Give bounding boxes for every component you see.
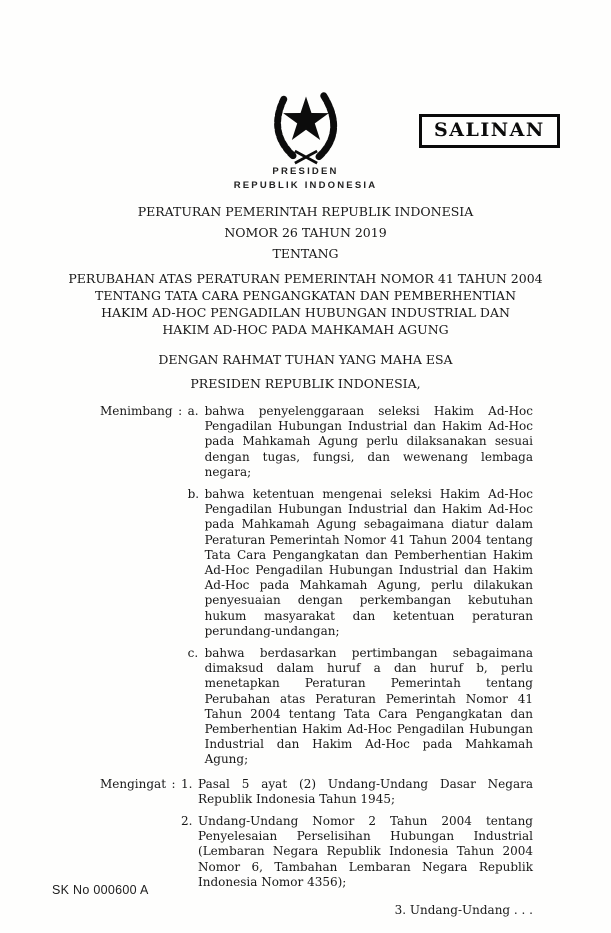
- item-text: Undang-Undang Nomor 2 Tahun 2004 tentang Penyelesaian Perselisihan Hubungan Industrial (Lembaran Negara Republik Indonesia Tahun 2004 Nomor 6, Tambahan Lembaran Negara Republik Indonesia Nomor 4356);: [198, 814, 533, 889]
- subject-line: TENTANG TATA CARA PENGANGKATAN DAN PEMBERHENTIAN: [94, 288, 517, 303]
- letterhead-republik-indonesia: REPUBLIK INDONESIA: [233, 180, 378, 191]
- list-item: [188, 487, 533, 639]
- body-block: [100, 404, 533, 918]
- menimbang-section: [100, 404, 533, 768]
- menimbang-label: Menimbang: [100, 404, 173, 418]
- regulation-subject: [0, 270, 611, 338]
- list-item: [181, 777, 533, 807]
- item-marker: c.: [187, 646, 199, 661]
- item-marker: b.: [187, 487, 200, 502]
- item-text: Pasal 5 ayat (2) Undang-Undang Dasar Negara Republik Indonesia Tahun 1945;: [198, 776, 533, 806]
- tentang-label: TENTANG: [272, 246, 339, 261]
- serial-code: SK No 000600 A: [52, 883, 149, 897]
- item-text: bahwa penyelenggaraan seleksi Hakim Ad-Hoc Pengadilan Hubungan Industrial dan Hakim Ad-Hoc pada Mahkamah Agung perlu dilaksanakan sesuai dengan tugas, fungsi, dan wewenang lembaga negara;: [204, 404, 533, 479]
- invocation-line: DENGAN RAHMAT TUHAN YANG MAHA ESA: [158, 352, 453, 367]
- menimbang-colon: :: [178, 404, 183, 418]
- salinan-stamp: [419, 114, 560, 148]
- item-marker: 1.: [181, 776, 193, 791]
- subject-line: HAKIM AD-HOC PENGADILAN HUBUNGAN INDUSTRIAL DAN: [101, 305, 510, 320]
- menimbang-items: [188, 404, 533, 768]
- item-marker: 2.: [181, 814, 193, 829]
- mengingat-section: [100, 777, 533, 890]
- mengingat-label: Mengingat: [100, 776, 167, 791]
- list-item: [188, 646, 533, 768]
- list-item: [181, 814, 533, 890]
- issuer-line: PRESIDEN REPUBLIK INDONESIA,: [190, 376, 421, 391]
- item-text: bahwa ketentuan mengenai seleksi Hakim Ad-Hoc Pengadilan Hubungan Industrial dan Hakim Ad-Hoc pada Mahkamah Agung sebagaimana diatur dalam Peraturan Pemerintah Nomor 41 Tahun 2004 tentang Tata Cara Pengangkatan dan Pemberhentian Hakim Ad-Hoc Pengadilan Hubungan Industrial dan Hakim Ad-Hoc pada Mahkamah Agung, perlu dilakukan penyesuaian dengan perkembangan kebutuhan hukum masyarakat dan ketentuan peraturan perundang-undangan;: [204, 487, 533, 638]
- subject-line: PERUBAHAN ATAS PERATURAN PEMERINTAH NOMOR 41 TAHUN 2004: [68, 271, 543, 286]
- catchword-line: 3. Undang-Undang . . .: [394, 903, 533, 918]
- regulation-title: PERATURAN PEMERINTAH REPUBLIK INDONESIA: [137, 204, 474, 219]
- presidential-star-emblem-icon: [256, 86, 356, 168]
- mengingat-items: [181, 777, 533, 890]
- mengingat-colon: :: [171, 776, 176, 791]
- letterhead: [0, 166, 611, 191]
- regulation-number: NOMOR 26 TAHUN 2019: [224, 225, 387, 240]
- item-marker: a.: [187, 404, 199, 418]
- salinan-stamp-label: SALINAN: [434, 119, 545, 141]
- subject-line: HAKIM AD-HOC PADA MAHKAMAH AGUNG: [162, 322, 449, 337]
- title-block: [0, 204, 611, 392]
- item-text: bahwa berdasarkan pertimbangan sebagaimana dimaksud dalam huruf a dan huruf b, perlu menetapkan Peraturan Pemerintah tentang Perubahan atas Peraturan Pemerintah Nomor 41 Tahun 2004 tentang Tata Cara Pengangkatan dan Pemberhentian Hakim Ad-Hoc Pengadilan Hubungan Industrial dan Hakim Ad-Hoc pada Mahkamah Agung;: [204, 646, 533, 767]
- list-item: [188, 404, 533, 480]
- letterhead-presiden: PRESIDEN: [272, 166, 339, 177]
